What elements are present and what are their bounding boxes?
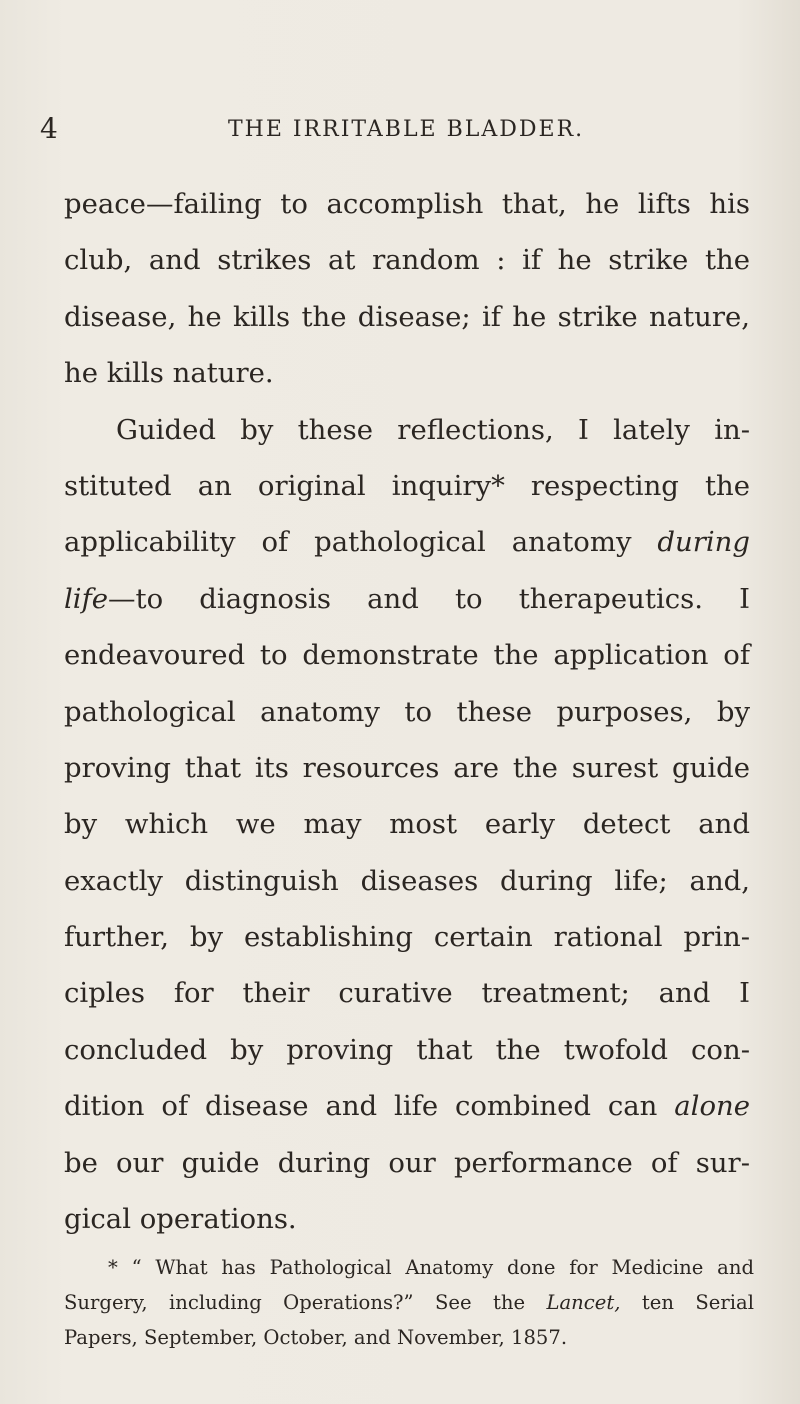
footnote [64, 1250, 754, 1355]
text-line: further, by establishing certain rational prin- [64, 921, 750, 954]
running-head [40, 114, 770, 144]
text-line [64, 514, 750, 570]
text-span: —to diagnosis and to therapeutics. I [108, 582, 750, 615]
text-line: endeavoured to demonstrate the application of [64, 639, 750, 672]
italic-text: Lancet, [546, 1291, 621, 1314]
text-line: stituted an original inquiry* respecting the [64, 469, 750, 502]
text-line: proving that its resources are the surest guide [64, 751, 750, 784]
italic-text: life [64, 582, 109, 615]
text-line: be our guide during our performance of sur- [64, 1146, 750, 1179]
text-line: ciples for their curative treatment; and I [64, 977, 750, 1010]
footnote-line: Papers, September, October, and November, 1857. [64, 1326, 568, 1349]
text-line: concluded by proving that the twofold con- [64, 1033, 750, 1066]
italic-text: during [657, 526, 750, 559]
paragraph-start-line: Guided by these reflections, I lately in- [116, 413, 750, 446]
text-line: pathological anatomy to these purposes, by [64, 695, 750, 728]
footnote-line: * “ What has Pathological Anatomy done for Medicine and [108, 1256, 754, 1279]
text-span: ten Serial [620, 1291, 754, 1314]
text-line [64, 571, 750, 627]
text-span: applicability of pathological anatomy [64, 526, 658, 559]
text-line: exactly distinguish diseases during life; and, [64, 864, 750, 897]
text-span: dition of disease and life combined can [64, 1090, 675, 1123]
footnote-line [64, 1285, 754, 1320]
body-text [64, 176, 750, 1247]
running-title: THE IRRITABLE BLADDER. [228, 117, 585, 142]
text-line: gical operations. [64, 1203, 297, 1236]
text-line: he kills nature. [64, 357, 274, 390]
text-line [64, 1078, 750, 1134]
text-line: by which we may most early detect and [64, 808, 750, 841]
text-line: disease, he kills the disease; if he strike nature, [64, 300, 750, 333]
italic-text: alone [674, 1090, 750, 1123]
text-span: Surgery, including Operations?” See the [64, 1291, 547, 1314]
text-line: club, and strikes at random : if he strike the [64, 244, 750, 277]
text-line: peace—failing to accomplish that, he lifts his [64, 188, 750, 220]
page-number: 4 [40, 112, 58, 145]
